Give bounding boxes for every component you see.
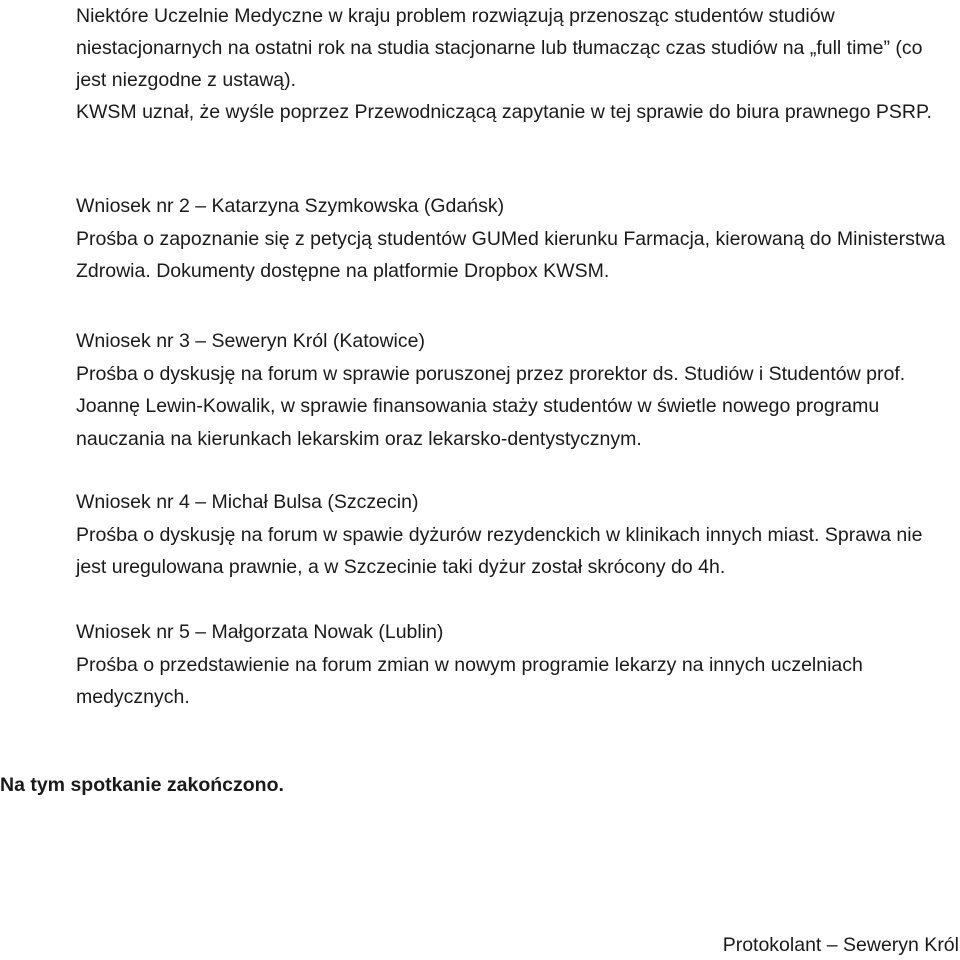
intro-paragraph: Niektóre Uczelnie Medyczne w kraju problem rozwiązują przenosząc studentów studiów niestacjonarnych na ostatni rok na studia stacjonarne lub tłumacząc czas studiów na „full time” (co jest niezgodne z ustawą). [76, 5, 923, 91]
request-body: Prośba o dyskusję na forum w sprawie poruszonej przez prorektor ds. Studiów i Studentów prof. Joannę Lewin-Kowalik, w sprawie finansowania staży studentów w świetle nowego programu nauczania na kierunkach lekarskim oraz lekarsko-dentystycznym. [76, 362, 906, 450]
signature-line: Protokolant – Seweryn Król [722, 934, 959, 956]
request-heading: Wniosek nr 3 – Seweryn Król (Katowice) [76, 330, 425, 352]
closing-statement: Na tym spotkanie zakończono. [0, 774, 284, 796]
request-body: Prośba o przedstawienie na forum zmian w nowym programie lekarzy na innych uczelniach medycznych. [76, 653, 863, 708]
intro-paragraph-decision: KWSM uznał, że wyśle poprzez Przewodniczącą zapytanie w tej sprawie do biura prawnego PSRP. [76, 101, 932, 123]
request-section-2 [76, 190, 951, 288]
request-section-5 [76, 616, 951, 714]
request-body: Prośba o zapoznanie się z petycją studentów GUMed kierunku Farmacja, kierowaną do Ministerstwa Zdrowia. Dokumenty dostępne na platformie Dropbox KWSM. [76, 227, 946, 282]
intro-section [76, 0, 946, 128]
request-body: Prośba o dyskusję na forum w spawie dyżurów rezydenckich w klinikach innych miast. Sprawa nie jest uregulowana prawnie, a w Szczecinie taki dyżur został skrócony do 4h. [76, 523, 923, 578]
request-heading: Wniosek nr 4 – Michał Bulsa (Szczecin) [76, 491, 419, 513]
request-heading: Wniosek nr 2 – Katarzyna Szymkowska (Gdańsk) [76, 195, 505, 217]
request-section-4 [76, 486, 951, 584]
request-section-3 [76, 325, 951, 455]
request-heading: Wniosek nr 5 – Małgorzata Nowak (Lublin) [76, 621, 444, 643]
